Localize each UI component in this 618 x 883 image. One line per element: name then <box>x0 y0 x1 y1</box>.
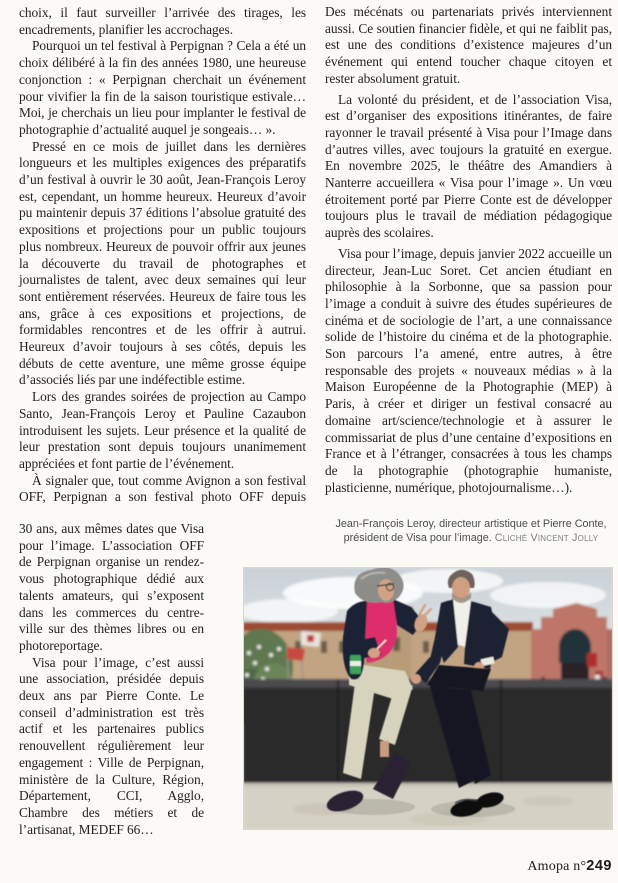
paragraph: Visa pour l’image, depuis janvier 2022 accueille un directeur, Jean-Luc Soret. Cet ancien étudiant en philosophie à la Sorbonne, que sa passion pour l’image a conduit à suivre des études supérieures de cinéma et de sociologie de l’art, a une connaissance solide de l’histoire du cinéma et de la photographie. Son parcours l’a amené, entre autres, à être responsable des projets « nouveaux médias » à la Maison Européenne de la Photographie (MEP) à Paris, à créer et diriger un festival consacré au domaine art/science/technologie et à assurer le commissariat de plus d’une centaine d’expositions en France et à l’étranger, consacrées à tous les champs de la photographie (photographie humaniste, plasticienne, numérique, photojournalisme…). <box>325 245 612 495</box>
left-column-wide <box>19 5 306 506</box>
photo-pavement <box>243 783 613 830</box>
caption-credit: Cliché Vincent Jolly <box>494 531 599 544</box>
paragraph: Pourquoi un tel festival à Perpignan ? Cela a été un choix délibéré à la fin des années 1980, une heureuse conjonction : « Perpignan cherchait un événement pour vivifier la fin de la saison touristique estivale… Moi, je cherchais un lieu pour implanter le festival de photographie d’actualité auquel je songeais… ». <box>19 38 306 137</box>
paragraph: 30 ans, aux mêmes dates que Visa pour l’image. L’association OFF de Perpignan organise un rendez-vous photographique dédié aux talents amateurs, qui s’exposent dans les commerces du centre-ville sur des thèmes libres ou en photoreportage. <box>19 521 204 653</box>
photo-background <box>243 567 613 830</box>
photo-illustration <box>243 567 613 830</box>
left-column-narrow <box>19 521 204 838</box>
footer-magazine-label: Amopa n° <box>527 859 587 874</box>
paragraph: À signaler que, tout comme Avignon a son festival OFF, Perpignan a son festival photo OFF depuis <box>19 472 306 505</box>
photo-caption <box>327 518 615 545</box>
paragraph: Pressé en ce mois de juillet dans les dernières longueurs et les multiples exigences des préparatifs d’un festival à ouvrir le 30 août, Jean-François Leroy est, cependant, un homme heureux. Heureux d’avoir pu maintenir depuis 37 éditions l’absolue gratuité des expositions et projections pour un public toujours plus nombreux. Heureux de pouvoir offrir aux jeunes la découverte du travail de photographes et journalistes de talent, avec deux semaines qui leur sont entièrement réservées. Heureux de faire tous les ans, grâce à ces expositions et projections, de formidables rencontres et de les offrir à autrui. Heureux d’avoir toujours à ses côtés, depuis les débuts de cette aventure, une même grosse équipe d’associés liés par une indéfectible estime. <box>19 138 306 388</box>
paragraph: Visa pour l’image, c’est aussi une association, présidée depuis deux ans par Pierre Conte. Le conseil d’administration est très actif et les partenaires publics renouvellent régulièrement leur engagement : Ville de Perpignan, ministère de la Culture, Région, Département, CCI, Agglo, Chambre des métiers et de l’artisanat, MEDEF 66… <box>19 654 204 837</box>
photo-ledge <box>243 679 613 783</box>
paragraph: La volonté du président, et de l’association Visa, est d’organiser des expositions itinérantes, de faire rayonner le travail présenté à Visa pour l’Image dans d’autres villes, avec toujours la gratuité en exergue. En novembre 2025, le théâtre des Amandiers à Nanterre accueillera « Visa pour l’image ». Un vœu étroitement porté par Pierre Conte est de développer toujours plus le travail de médiation pédagogique auprès des scolaires. <box>325 91 612 241</box>
caption-text: Jean-François Leroy, directeur artistique et Pierre Conte, président de Visa pour l’image. <box>335 518 607 544</box>
right-column <box>325 4 612 496</box>
festival-photo <box>243 567 613 830</box>
footer-page-number: 249 <box>586 858 612 874</box>
page-footer <box>527 858 612 875</box>
paragraph: Lors des grandes soirées de projection au Campo Santo, Jean-François Leroy et Pauline Cazaubon introduisent les sujets. Leur présence et la qualité de leur prestation sont depuis toujours unanimement appréciées et font partie de l’événement. <box>19 389 306 471</box>
paragraph: Des mécénats ou partenariats privés interviennent aussi. Ce soutien financier fidèle, et qui ne faiblit pas, est une des conditions d’existence majeures d’un événement qui entend toucher chaque citoyen et rester absolument gratuit. <box>325 4 612 86</box>
paragraph: choix, il faut surveiller l’arrivée des tirages, les encadrements, planifier les accrochages. <box>19 5 306 37</box>
